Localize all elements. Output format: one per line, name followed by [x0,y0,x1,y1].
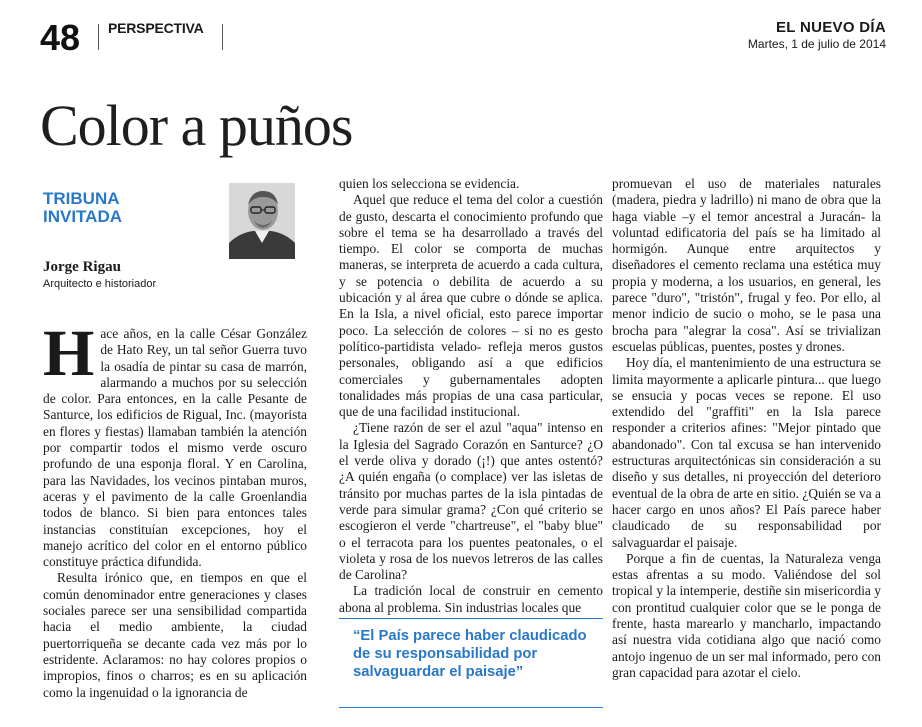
kicker-label: TRIBUNA INVITADA [43,189,123,226]
article-column-2 [339,176,603,616]
paragraph: Aquel que reduce el tema del color a cuestión de gusto, descarta el conocimiento profundo que sobre el tema se ha desarrollado a través del tiempo. El color se comporta de muchas maneras, se interpreta de acuerdo a cada cultura, y se potencia o debilita de acuerdo a su ubicación y al área que cubre o dónde se aplica. En la Isla, a nivel oficial, esto parece importar poco. La selección de colores – si no es gesto político-partidista velado- refleja meros gustos personales, obligando así a que edificios comerciales y gubernamentales adopten tonalidades más propias de una casa particular, que de una facilidad institucional. [339,192,603,420]
author-name: Jorge Rigau [43,259,121,275]
newspaper-name: EL NUEVO DÍA [775,19,886,36]
paragraph: quien los selecciona se evidencia. [339,176,520,191]
paragraph: promuevan el uso de materiales naturales (madera, piedra y ladrillo) ni mano de obra que la haga viable –y el temor ancestral a Juracán- la voluntad edificatoria del país se ha limitado al hormigón. Aunque entre arquitectos y diseñadores el cemento reclama una estética muy propia y moderna, a los usuarios, en general, les parece "duro", "tristón", frugal y feo. Por ello, al menor indicio de sucio o moho, se le pasa una brocha para "alegrar la cosa". Así se trivializan escuelas públicas, puentes, postes y drones. [612,176,881,354]
masthead [748,19,886,51]
pull-quote-text: “El País parece haber claudicado de su responsabilidad por salvaguardar el paisaje” [353,628,587,680]
article-column-3 [612,176,881,681]
header-divider [222,24,223,50]
header-divider [98,24,99,50]
pull-quote [339,618,603,708]
author-portrait-icon [229,183,295,259]
article-column-1 [43,317,307,701]
paragraph: Hace años, en la calle César González de Hato Rey, un tal señor Guerra tuvo la osadía de pintar su casa de marrón, alarmando a muchos por su selección de color. Para entonces, en la calle Pesante de Santurce, los edificios de Rigual, Inc. (mayorista en flores y fiestas) llamaban también la atención por compartir todos el mismo verde oscuro profundo de una esponja floral. Y en Carolina, para las Navidades, los vecinos pintaban muros, aceras y el pavimento de la calle Groenlandia todos de blanco. Si bien para entonces tales instancias constituían excepciones, hoy el manejo acrítico del color en el entorno público constituye práctica difundida. [43,317,307,570]
paragraph: Porque a fin de cuentas, la Naturaleza venga estas afrentas a su modo. Valiéndose del sol tropical y la intemperie, destiñe sin misericordia y con prontitud cualquier color que se le ponga de frente, hasta marearlo y mancharlo, impactando así nuestra vida cotidiana algo que nació como antojo ingenuo de un ser mal informado, pero con gran capacidad para azotar el cielo. [612,550,881,680]
paragraph: ¿Tiene razón de ser el azul "aqua" intenso en la Iglesia del Sagrado Corazón en Santurce? ¿O el verde oliva y dorado (¡!) que antes ostentó? ¿A quién engaña (o complace) ver las isletas de tránsito por muchas partes de la isla pintadas de verde para simular grama? ¿Con qué criterio se escogieron el verde "chartreuse", el "baby blue" o el terracota para los puentes peatonales, o el violeta y rosa de los nuevos letreros de las calles de Carolina? [339,420,603,583]
issue-date: Martes, 1 de julio de 2014 [747,37,886,51]
paragraph: Resulta irónico que, en tiempos en que el común denominador entre generaciones y clases sociales parece ser una sensibilidad compartida hacia el medio ambiente, la ciudad puertorriqueña se decante cada vez más por lo estridente. Aclaramos: no hay colores propios o impropios, finos o charros; es en su aplicación como la ingenuidad o la ignorancia de [43,570,307,700]
paragraph: Hoy día, el mantenimiento de una estructura se limita mayormente a aplicarle pintura... que luego se ensucia y pocas veces se repone. El uso extendido del "graffiti" en la Isla parece responder a criterios afines: "Mejor pintado que abandonado". Con tal excusa se han intervenido estructuras arquitectónicas sin consideración a su diseño y sus detalles, ni proyección del deterioro eventual de la obra de arte en sitio. ¿Quién se va a hacer cargo en unos años? El País parece haber claudicado de su responsabilidad por salvaguardar el paisaje. [612,355,881,550]
headline: Color a puños [40,93,353,158]
section-label: PERSPECTIVA [108,20,204,36]
author-block [43,259,156,290]
paragraph: La tradición local de construir en cemento abona al problema. Sin industrias locales que [339,583,603,615]
drop-cap: H [43,317,95,390]
author-role: Arquitecto e historiador [43,278,157,290]
page-number: 48 [40,17,81,58]
